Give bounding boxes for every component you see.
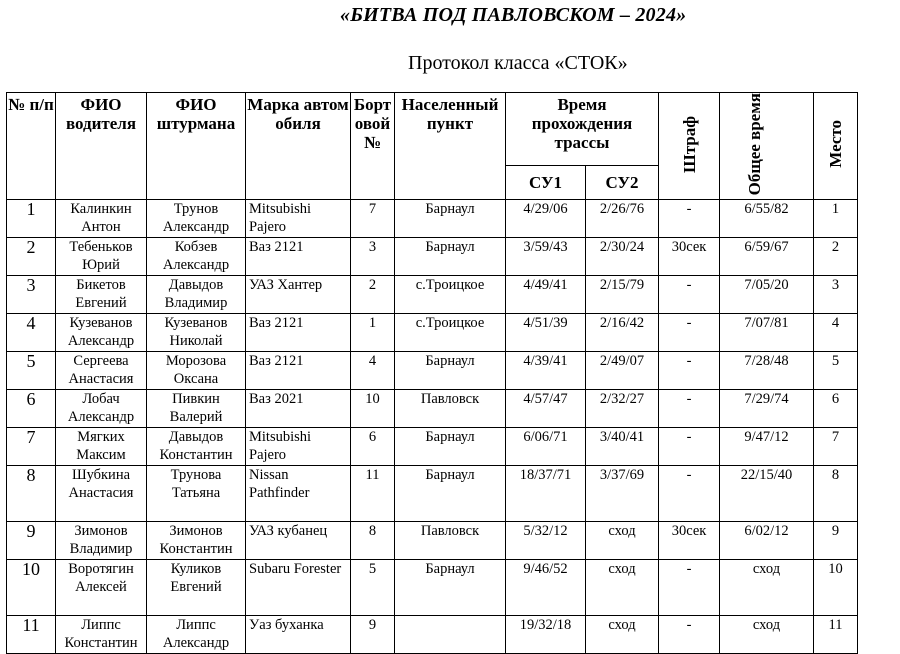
table-row bbox=[7, 200, 858, 238]
car-model: УАЗ Хантер bbox=[246, 276, 351, 314]
penalty: - bbox=[659, 466, 720, 522]
header-car: Марка автомобиля bbox=[246, 93, 351, 200]
driver-name: Калинкин Антон bbox=[56, 200, 147, 238]
penalty: 30сек bbox=[659, 238, 720, 276]
board-number: 3 bbox=[351, 238, 395, 276]
board-number: 11 bbox=[351, 466, 395, 522]
document-title: «БИТВА ПОД ПАВЛОВСКОМ – 2024» bbox=[340, 4, 687, 26]
total-time: 7/28/48 bbox=[720, 352, 814, 390]
total-time: 7/07/81 bbox=[720, 314, 814, 352]
header-total: Общее время bbox=[720, 93, 814, 200]
place: 11 bbox=[814, 616, 858, 654]
navigator-name: Куликов Евгений bbox=[147, 560, 246, 616]
penalty: - bbox=[659, 314, 720, 352]
total-time: сход bbox=[720, 616, 814, 654]
place: 8 bbox=[814, 466, 858, 522]
su2-time: 2/15/79 bbox=[586, 276, 659, 314]
city: Павловск bbox=[395, 390, 506, 428]
city: Барнаул bbox=[395, 428, 506, 466]
su2-time: 2/32/27 bbox=[586, 390, 659, 428]
total-time: 6/55/82 bbox=[720, 200, 814, 238]
su1-time: 19/32/18 bbox=[506, 616, 586, 654]
header-su1: СУ1 bbox=[506, 166, 586, 200]
city: с.Троицкое bbox=[395, 314, 506, 352]
city: Барнаул bbox=[395, 466, 506, 522]
car-model: Nissan Pathfinder bbox=[246, 466, 351, 522]
place: 4 bbox=[814, 314, 858, 352]
penalty: - bbox=[659, 560, 720, 616]
penalty: - bbox=[659, 276, 720, 314]
header-board: Бортовой № bbox=[351, 93, 395, 200]
board-number: 1 bbox=[351, 314, 395, 352]
driver-name: Бикетов Евгений bbox=[56, 276, 147, 314]
navigator-name: Пивкин Валерий bbox=[147, 390, 246, 428]
car-model: Ваз 2121 bbox=[246, 314, 351, 352]
table-row bbox=[7, 560, 858, 616]
su2-time: 2/16/42 bbox=[586, 314, 659, 352]
place: 7 bbox=[814, 428, 858, 466]
header-place: Место bbox=[814, 93, 858, 200]
navigator-name: Кузеванов Николай bbox=[147, 314, 246, 352]
su1-time: 5/32/12 bbox=[506, 522, 586, 560]
city: Павловск bbox=[395, 522, 506, 560]
row-number: 8 bbox=[7, 466, 56, 522]
car-model: УАЗ кубанец bbox=[246, 522, 351, 560]
su1-time: 4/49/41 bbox=[506, 276, 586, 314]
row-number: 10 bbox=[7, 560, 56, 616]
su2-time: сход bbox=[586, 560, 659, 616]
city: Барнаул bbox=[395, 200, 506, 238]
place: 1 bbox=[814, 200, 858, 238]
total-time: 7/29/74 bbox=[720, 390, 814, 428]
place: 9 bbox=[814, 522, 858, 560]
su1-time: 6/06/71 bbox=[506, 428, 586, 466]
driver-name: Мягких Максим bbox=[56, 428, 147, 466]
su2-time: сход bbox=[586, 522, 659, 560]
row-number: 1 bbox=[7, 200, 56, 238]
navigator-name: Трунова Татьяна bbox=[147, 466, 246, 522]
car-model: Уаз буханка bbox=[246, 616, 351, 654]
table-row bbox=[7, 428, 858, 466]
penalty: - bbox=[659, 428, 720, 466]
penalty: - bbox=[659, 200, 720, 238]
table-row bbox=[7, 466, 858, 522]
penalty: - bbox=[659, 352, 720, 390]
total-time: сход bbox=[720, 560, 814, 616]
su2-time: 3/37/69 bbox=[586, 466, 659, 522]
board-number: 9 bbox=[351, 616, 395, 654]
header-city: Населенный пункт bbox=[395, 93, 506, 200]
car-model: Mitsubishi Pajero bbox=[246, 428, 351, 466]
total-time: 9/47/12 bbox=[720, 428, 814, 466]
su2-time: 3/40/41 bbox=[586, 428, 659, 466]
navigator-name: Трунов Александр bbox=[147, 200, 246, 238]
su1-time: 4/39/41 bbox=[506, 352, 586, 390]
table-row bbox=[7, 314, 858, 352]
driver-name: Лобач Александр bbox=[56, 390, 147, 428]
header-su2: СУ2 bbox=[586, 166, 659, 200]
driver-name: Воротягин Алексей bbox=[56, 560, 147, 616]
board-number: 5 bbox=[351, 560, 395, 616]
car-model: Subaru Forester bbox=[246, 560, 351, 616]
place: 5 bbox=[814, 352, 858, 390]
su1-time: 3/59/43 bbox=[506, 238, 586, 276]
city: Барнаул bbox=[395, 238, 506, 276]
car-model: Ваз 2021 bbox=[246, 390, 351, 428]
board-number: 7 bbox=[351, 200, 395, 238]
penalty: - bbox=[659, 390, 720, 428]
row-number: 6 bbox=[7, 390, 56, 428]
penalty: 30сек bbox=[659, 522, 720, 560]
table-row bbox=[7, 522, 858, 560]
navigator-name: Давыдов Константин bbox=[147, 428, 246, 466]
table-row bbox=[7, 276, 858, 314]
navigator-name: Зимонов Константин bbox=[147, 522, 246, 560]
row-number: 3 bbox=[7, 276, 56, 314]
header-navigator: ФИО штурмана bbox=[147, 93, 246, 200]
total-time: 22/15/40 bbox=[720, 466, 814, 522]
table-row bbox=[7, 352, 858, 390]
table-row bbox=[7, 390, 858, 428]
total-time: 6/59/67 bbox=[720, 238, 814, 276]
navigator-name: Давыдов Владимир bbox=[147, 276, 246, 314]
place: 3 bbox=[814, 276, 858, 314]
place: 10 bbox=[814, 560, 858, 616]
driver-name: Зимонов Владимир bbox=[56, 522, 147, 560]
header-time-group: Время прохождения трассы bbox=[506, 93, 659, 166]
row-number: 9 bbox=[7, 522, 56, 560]
city: Барнаул bbox=[395, 352, 506, 390]
driver-name: Сергеева Анастасия bbox=[56, 352, 147, 390]
board-number: 4 bbox=[351, 352, 395, 390]
su1-time: 4/29/06 bbox=[506, 200, 586, 238]
navigator-name: Кобзев Александр bbox=[147, 238, 246, 276]
su2-time: сход bbox=[586, 616, 659, 654]
header-driver: ФИО водителя bbox=[56, 93, 147, 200]
row-number: 11 bbox=[7, 616, 56, 654]
car-model: Ваз 2121 bbox=[246, 352, 351, 390]
driver-name: Шубкина Анастасия bbox=[56, 466, 147, 522]
row-number: 2 bbox=[7, 238, 56, 276]
board-number: 8 bbox=[351, 522, 395, 560]
place: 2 bbox=[814, 238, 858, 276]
penalty: - bbox=[659, 616, 720, 654]
navigator-name: Морозова Оксана bbox=[147, 352, 246, 390]
board-number: 6 bbox=[351, 428, 395, 466]
su1-time: 18/37/71 bbox=[506, 466, 586, 522]
city: Барнаул bbox=[395, 560, 506, 616]
su2-time: 2/30/24 bbox=[586, 238, 659, 276]
car-model: Mitsubishi Pajero bbox=[246, 200, 351, 238]
table-row bbox=[7, 238, 858, 276]
su1-time: 9/46/52 bbox=[506, 560, 586, 616]
car-model: Ваз 2121 bbox=[246, 238, 351, 276]
board-number: 2 bbox=[351, 276, 395, 314]
total-time: 7/05/20 bbox=[720, 276, 814, 314]
su1-time: 4/51/39 bbox=[506, 314, 586, 352]
board-number: 10 bbox=[351, 390, 395, 428]
su1-time: 4/57/47 bbox=[506, 390, 586, 428]
driver-name: Тебеньков Юрий bbox=[56, 238, 147, 276]
place: 6 bbox=[814, 390, 858, 428]
navigator-name: Липпс Александр bbox=[147, 616, 246, 654]
header-penalty: Штраф bbox=[659, 93, 720, 200]
row-number: 4 bbox=[7, 314, 56, 352]
row-number: 7 bbox=[7, 428, 56, 466]
city: с.Троицкое bbox=[395, 276, 506, 314]
header-num: № п/п bbox=[7, 93, 56, 200]
table-row bbox=[7, 616, 858, 654]
city bbox=[395, 616, 506, 654]
su2-time: 2/49/07 bbox=[586, 352, 659, 390]
total-time: 6/02/12 bbox=[720, 522, 814, 560]
results-table bbox=[6, 92, 858, 654]
driver-name: Кузеванов Александр bbox=[56, 314, 147, 352]
row-number: 5 bbox=[7, 352, 56, 390]
protocol-subtitle: Протокол класса «СТОК» bbox=[408, 52, 628, 74]
su2-time: 2/26/76 bbox=[586, 200, 659, 238]
driver-name: Липпс Константин bbox=[56, 616, 147, 654]
